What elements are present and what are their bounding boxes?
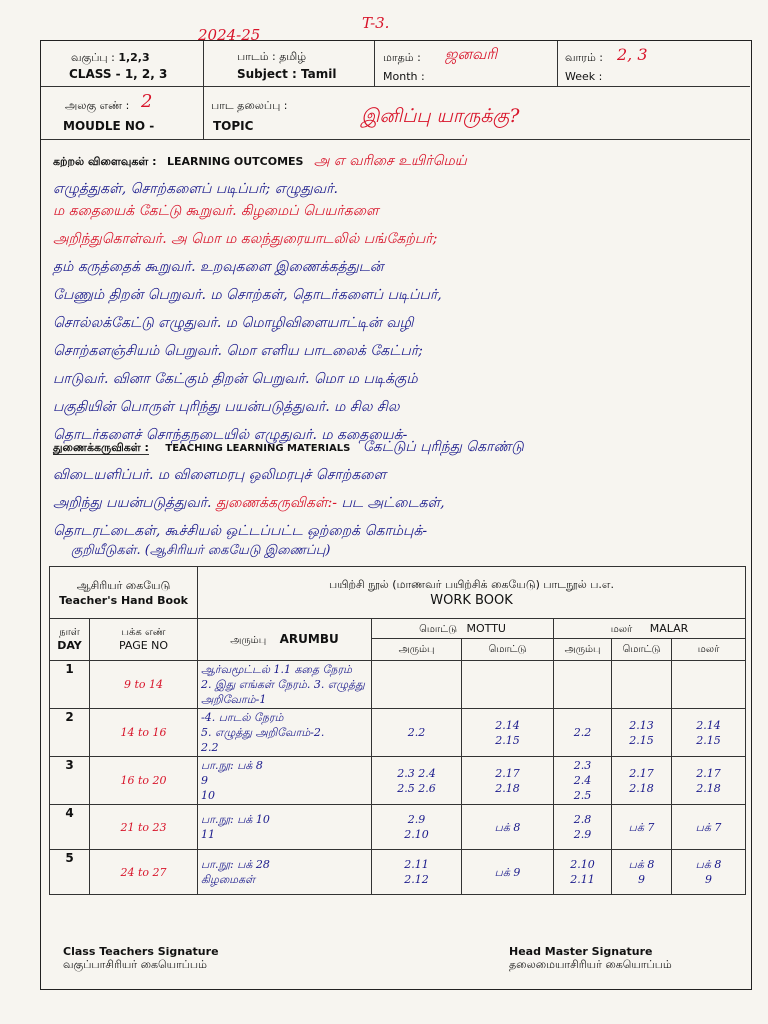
module-label: அலகு எண் : [65,99,130,112]
class-teacher-signature: Class Teachers Signature வகுப்பாசிரியர் கையொப்பம் [63,945,219,971]
class-label: வகுப்பு : 1,2,3 [71,51,150,64]
schedule-cell-malar-arumbu: 2.10 2.11 [554,850,612,895]
schedule-cell-mottu-arumbu: 2.3 2.4 2.5 2.6 [372,757,462,805]
week-value: 2, 3 [617,45,648,64]
malar-sub-arumbu: அரும்பு [554,639,612,661]
mottu-header: மொட்டு MOTTU [372,619,554,639]
schedule-cell-malar-arumbu [554,661,612,709]
outcome-line-1: எழுத்துகள், சொற்களைப் படிப்பர்; எழுதுவர். [53,181,338,197]
header-divider-2 [41,139,750,140]
schedule-cell-mottu-arumbu: 2.2 [372,709,462,757]
outcome-line-8: பாடுவர். வினா கேட்கும் திறன் பெறுவர். மொ ம படிக்கும் [53,371,418,387]
schedule-cell-mottu-mottu: 2.17 2.18 [462,757,554,805]
schedule-cell-malar-malar: பக் 7 [672,805,746,850]
outcome-line-6: சொல்லக்கேட்டு எழுதுவர். ம மொழிவிளையாட்டின் வழி [53,315,414,331]
schedule-cell-arumbu: ஆர்வமூட்டல் 1.1 கதை நேரம் 2. இது எங்கள் நேரம். 3. எழுத்து அறிவோம்-1 [198,661,372,709]
mottu-sub-arumbu: அரும்பு [372,639,462,661]
module-value: 2 [141,91,153,112]
schedule-cell-mottu-mottu [462,661,554,709]
schedule-cell-malar-malar: பக் 8 9 [672,850,746,895]
schedule-cell-malar-mottu [612,661,672,709]
schedule-cell-arumbu: பா.நூ: பக் 8 9 10 [198,757,372,805]
topic-label: பாட தலைப்பு : [211,99,288,112]
day-header: நாள் DAY [50,619,90,661]
schedule-cell-mottu-mottu: 2.14 2.15 [462,709,554,757]
learning-outcomes [53,147,743,176]
malar-sub-mottu: மொட்டு [612,639,672,661]
topic-value: இனிப்பு யாருக்கு? [361,105,520,127]
outcome-line-9: பகுதியின் பொருள் புரிந்து பயன்படுத்துவர். ம சில சில [53,399,400,415]
class-english: CLASS - 1, 2, 3 [69,67,168,81]
schedule-row [50,757,746,805]
schedule-cell-mottu-arumbu [372,661,462,709]
page-no-header: பக்க எண் PAGE NO [90,619,198,661]
month-label: மாதம் : [383,51,421,64]
schedule-cell-page: 21 to 23 [90,805,198,850]
learning-outcomes-label-english: LEARNING OUTCOMES [167,155,304,168]
header-col-2 [374,41,375,86]
schedule-cell-malar-arumbu: 2.3 2.4 2.5 [554,757,612,805]
schedule-header-row-1 [50,567,746,619]
schedule-cell-mottu-arumbu: 2.11 2.12 [372,850,462,895]
materials-label-tamil: துணைக்கருவிகள் : [53,441,149,454]
outcome-line-10: தொடர்களைச் சொந்தநடையில் எழுதுவர். ம கதையைக்- [53,427,408,443]
schedule-cell-page: 16 to 20 [90,757,198,805]
header-col-1 [203,41,204,139]
schedule-header-row-2 [50,619,746,639]
schedule-cell-malar-arumbu: 2.2 [554,709,612,757]
malar-header: மலர் MALAR [554,619,746,639]
month-english: Month : [383,70,425,83]
materials-line-0: விடையளிப்பர். ம விளைமரபு ஒலிமரபுச் சொற்களை [53,467,387,483]
schedule-cell-malar-mottu: பக் 8 9 [612,850,672,895]
arumbu-header: அரும்பு ARUMBU [198,619,372,661]
schedule-cell-arumbu: பா.நூ: பக் 10 11 [198,805,372,850]
outcome-line-3: அறிந்துகொள்வர். அ மொ ம கலந்துரையாடலில் பங்கேற்பர்; [53,231,438,247]
schedule-cell-page: 9 to 14 [90,661,198,709]
schedule-table [49,566,746,895]
schedule-cell-arumbu: -4. பாடல் நேரம் 5. எழுத்து அறிவோம்-2. 2.2 [198,709,372,757]
outcome-line-7: சொற்களஞ்சியம் பெறுவர். மொ எளிய பாடலைக் கேட்பர்; [53,343,423,359]
schedule-cell-day: 1 [50,661,90,709]
schedule-cell-malar-mottu: 2.13 2.15 [612,709,672,757]
week-label: வாரம் : [565,51,604,64]
mottu-sub-mottu: மொட்டு [462,639,554,661]
outcome-line-0: அ எ வரிசை உயிர்மெய் [313,153,467,169]
workbook-header: பயிற்சி நூல் (மாணவர் பயிற்சிக் கையேடு) பாடநூல் ப.எ. WORK BOOK [198,567,746,619]
schedule-row [50,709,746,757]
schedule-cell-mottu-mottu: பக் 9 [462,850,554,895]
header-divider-1 [41,86,750,87]
materials-label-english: TEACHING LEARNING MATERIALS [165,443,351,454]
schedule-cell-mottu-arumbu: 2.9 2.10 [372,805,462,850]
materials-line-2: தொடரட்டைகள், கூச்சியல் ஒட்டப்பட்ட ஒற்றைக் கொம்புக்- [53,523,428,539]
schedule-cell-malar-malar: 2.14 2.15 [672,709,746,757]
schedule-cell-page: 14 to 16 [90,709,198,757]
header-col-3 [557,41,558,86]
subject-english: Subject : Tamil [237,67,337,81]
subject-label: பாடம் : தமிழ் [237,50,307,63]
week-english: Week : [565,70,603,83]
schedule-cell-malar-malar [672,661,746,709]
head-master-signature: Head Master Signature தலைமையாசிரியர் கையொப்பம் [509,945,672,971]
schedule-cell-mottu-mottu: பக் 8 [462,805,554,850]
materials-inline: கேட்டுப் புரிந்து கொண்டு [362,439,524,455]
schedule-cell-arumbu: பா.நூ: பக் 28 கிழமைகள் [198,850,372,895]
materials-line-1: அறிந்து பயன்படுத்துவர். துணைக்கருவிகள்:- பட அட்டைகள், [53,495,445,511]
schedule-cell-day: 4 [50,805,90,850]
outcome-line-5: பேணும் திறன் பெறுவர். ம சொற்கள், தொடர்களைப் படிப்பர், [53,287,442,303]
learning-outcomes-label-tamil: கற்றல் விளைவுகள் : [53,155,157,168]
schedule-row [50,805,746,850]
schedule-cell-malar-malar: 2.17 2.18 [672,757,746,805]
term-annotation: T-3. [362,14,390,32]
lesson-plan-page [40,40,752,990]
topic-english: TOPIC [213,119,254,133]
schedule-cell-day: 2 [50,709,90,757]
schedule-cell-malar-mottu: 2.17 2.18 [612,757,672,805]
schedule-row [50,850,746,895]
materials-red-label: துணைக்கருவிகள்:- [215,495,338,511]
schedule-cell-page: 24 to 27 [90,850,198,895]
materials-row [53,433,743,463]
schedule-row [50,661,746,709]
schedule-cell-malar-mottu: பக் 7 [612,805,672,850]
schedule-cell-day: 3 [50,757,90,805]
schedule-cell-malar-arumbu: 2.8 2.9 [554,805,612,850]
materials-line-3: குறியீடுகள். (ஆசிரியர் கையேடு இணைப்பு) [71,543,331,558]
year-annotation: 2024-25 [198,26,261,44]
outcome-line-4: தம் கருத்தைக் கூறுவர். உறவுகளை இணைக்கத்துடன் [53,259,384,275]
module-english: MOUDLE NO - [63,119,155,133]
teacher-handbook-header: ஆசிரியர் கையேடு Teacher's Hand Book [50,567,198,619]
malar-sub-malar: மலர் [672,639,746,661]
outcome-line-2: ம கதையைக் கேட்டு கூறுவர். கிழமைப் பெயர்களை [53,203,379,219]
month-value: ஜனவரி [445,45,498,63]
schedule-cell-day: 5 [50,850,90,895]
